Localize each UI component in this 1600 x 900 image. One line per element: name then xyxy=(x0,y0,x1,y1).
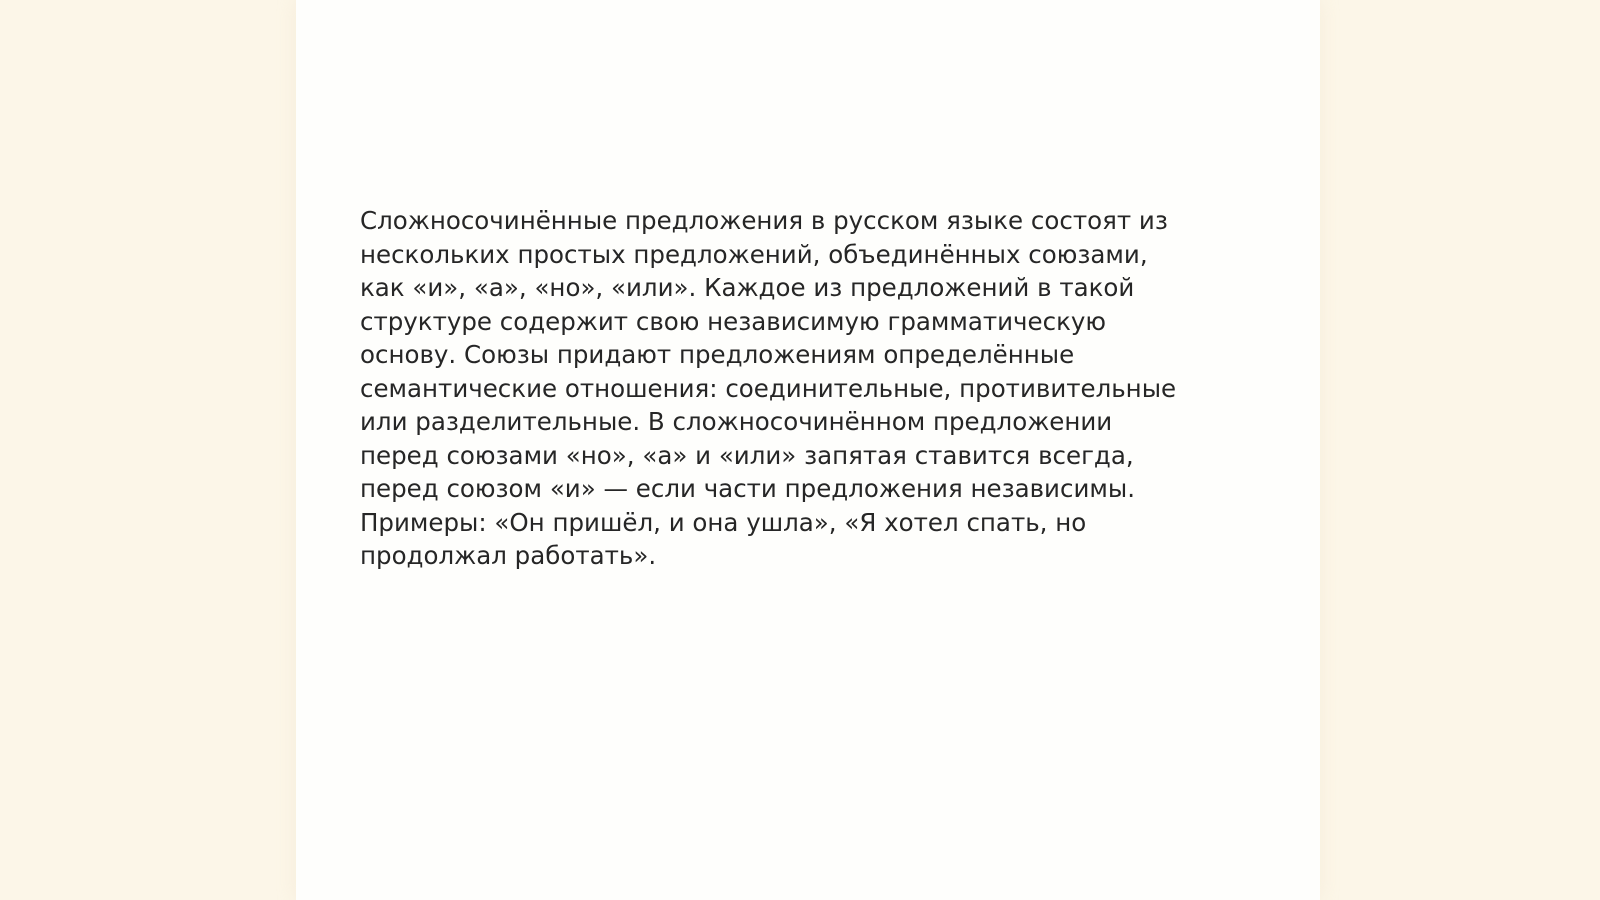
paragraph-line-3: как «и», «а», «но», «или». Каждое из предложений в такой xyxy=(360,273,1135,302)
document-page xyxy=(296,0,1320,900)
paragraph-line-11: продолжал работать». xyxy=(360,541,657,570)
paragraph-line-10: Примеры: «Он пришёл, и она ушла», «Я хотел спать, но xyxy=(360,507,1087,537)
paragraph-line-1: Сложносочинённые предложения в русском языке состоят из xyxy=(360,206,1168,235)
paragraph-line-6: семантические отношения: соединительные, противительные xyxy=(360,373,1177,403)
paragraph-line-9: перед союзом «и» — если части предложения независимы. xyxy=(360,474,1135,503)
paragraph-line-8: перед союзами «но», «а» и «или» запятая ставится всегда, xyxy=(360,440,1134,470)
paragraph-line-7: или разделительные. В сложносочинённом предложении xyxy=(360,407,1113,436)
paragraph-line-2: нескольких простых предложений, объединённых союзами, xyxy=(360,239,1148,269)
body-paragraph xyxy=(360,204,1260,573)
paragraph-line-5: основу. Союзы придают предложениям определённые xyxy=(360,340,1075,369)
paragraph-line-4: структуре содержит свою независимую грамматическую xyxy=(360,306,1106,336)
